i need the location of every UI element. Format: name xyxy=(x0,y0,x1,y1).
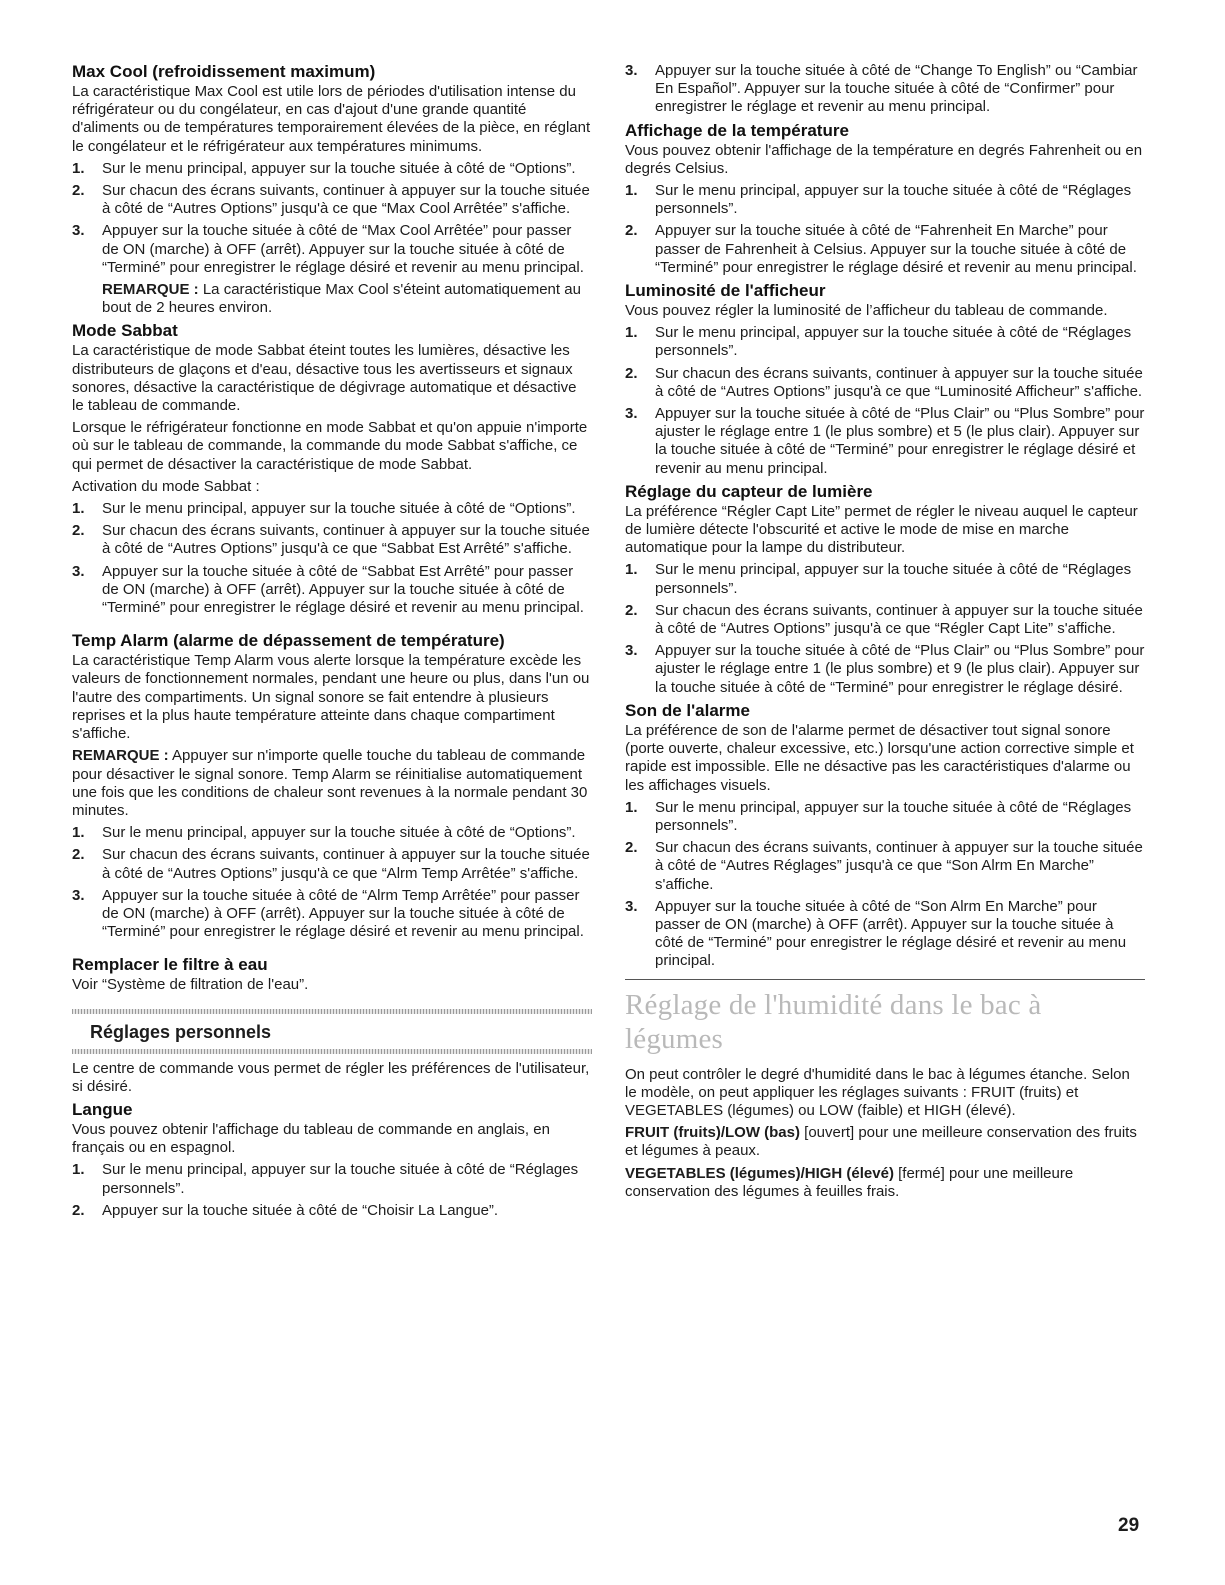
list-item: 1. Sur le menu principal, appuyer sur la touche située à côté de “Réglages personnels”. xyxy=(625,324,1132,360)
list-item: 1. Sur le menu principal, appuyer sur la touche située à côté de “Réglages personnels”. xyxy=(625,561,1132,597)
brightness-steps xyxy=(625,324,1145,478)
list-item: 2. Sur chacun des écrans suivants, continuer à appuyer sur la touche située à côté de “Autres Options” jusqu'à ce que “Alrm Temp Arrêtée” s'affiche. xyxy=(72,846,590,882)
personal-settings-heading: Réglages personnels xyxy=(90,1021,272,1042)
light-sensor-heading: Réglage du capteur de lumière xyxy=(625,481,873,501)
alarm-sound-intro: La préférence de son de l'alarme permet de désactiver tout signal sonore (porte ouverte, chaleur excessive, etc.) lorsqu'une action corrective simple et rapide est impossible. Elle ne désactive pas les caractéristiques d'alarme ou les affichages visuels. xyxy=(625,721,1134,794)
list-item: 1. Sur le menu principal, appuyer sur la touche située à côté de “Réglages personnels”. xyxy=(625,182,1132,218)
list-item: 3. Appuyer sur la touche située à côté de “Son Alrm En Marche” pour passer de ON (marche) à OFF (arrêt). Appuyer sur la touche située à côté de “Terminé” pour enregistrer le réglage désiré et revenir au menu principal. xyxy=(625,897,1127,970)
list-item: 2. Sur chacun des écrans suivants, continuer à appuyer sur la touche située à côté de “Autres Options” jusqu'à ce que “Sabbat Est Arrêté” s'affiche. xyxy=(72,522,590,558)
list-item: 3. Appuyer sur la touche située à côté de “Plus Clair” ou “Plus Sombre” pour ajuster le réglage entre 1 (le plus sombre) et 5 (le plus clair). Appuyer sur la touche située à côté de “Terminé” pour enregistrer le réglage désiré et revenir au menu principal. xyxy=(625,405,1145,477)
list-item: 1. Sur le menu principal, appuyer sur la touche située à côté de “Réglages personnels”. xyxy=(72,1161,579,1197)
personal-intro: Le centre de commande vous permet de régler les préférences de l'utilisateur, si désiré. xyxy=(72,1059,590,1095)
section-divider xyxy=(625,979,1145,980)
max-cool-note: REMARQUE : La caractéristique Max Cool s'éteint automatiquement au bout de 2 heures environ. xyxy=(102,281,581,317)
list-item: 2. Sur chacun des écrans suivants, continuer à appuyer sur la touche située à côté de “Autres Options” jusqu'à ce que “Luminosité Afficheur” s'affiche. xyxy=(625,364,1143,400)
right-column xyxy=(625,62,1145,1205)
list-item: 3. Appuyer sur la touche située à côté de “Alrm Temp Arrêtée” pour passer de ON (marche) à OFF (arrêt). Appuyer sur la touche située à côté de “Terminé” pour enregistrer le réglage désiré et revenir au menu principal. xyxy=(72,886,584,941)
list-item: 3. Appuyer sur la touche située à côté de “Plus Clair” ou “Plus Sombre” pour ajuster le réglage entre 1 (le plus sombre) et 9 (le plus clair). Appuyer sur la touche située à côté de “Terminé” pour enregistrer le réglage désiré. xyxy=(625,642,1145,696)
sabbath-activation: Activation du mode Sabbat : xyxy=(72,477,260,495)
list-item: 3. Appuyer sur la touche située à côté de “Max Cool Arrêtée” pour passer de ON (marche) à OFF (arrêt). Appuyer sur la touche située à côté de “Terminé” pour enregistrer le réglage désiré et revenir au menu principal. xyxy=(72,222,584,276)
temp-display-steps xyxy=(625,182,1145,277)
list-item: 3. Appuyer sur la touche située à côté de “Sabbat Est Arrêté” pour passer de ON (marche) à OFF (arrêt). Appuyer sur la touche située à côté de “Terminé” pour enregistrer le réglage désiré et revenir au menu principal. xyxy=(72,562,584,617)
language-steps-continued xyxy=(625,62,1145,117)
left-column xyxy=(72,62,592,1224)
list-item: 1. Sur le menu principal, appuyer sur la touche située à côté de “Options”. xyxy=(72,824,576,842)
list-item: 2. Appuyer sur la touche située à côté de “Fahrenheit En Marche” pour passer de Fahrenheit à Celsius. Appuyer sur la touche située à côté de “Terminé” pour enregistrer le réglage désiré et revenir au menu principal. xyxy=(625,222,1137,276)
language-heading: Langue xyxy=(72,1099,133,1119)
language-intro: Vous pouvez obtenir l'affichage du tableau de commande en anglais, en français ou en espagnol. xyxy=(72,1120,550,1157)
humidity-vegetables: VEGETABLES (légumes)/HIGH (élevé) [fermé] pour une meilleure conservation des légumes à feuilles frais. xyxy=(625,1164,1074,1200)
list-item: 3. Appuyer sur la touche située à côté de “Change To English” ou “Cambiar En Español”. Appuyer sur la touche située à côté de “Confirmer” pour enregistrer le réglage et revenir au menu principal. xyxy=(625,62,1138,116)
alarm-sound-steps xyxy=(625,799,1145,971)
list-item: 1. Sur le menu principal, appuyer sur la touche située à côté de “Options”. xyxy=(72,500,576,518)
brightness-heading: Luminosité de l'afficheur xyxy=(625,281,826,301)
humidity-intro: On peut contrôler le degré d'humidité dans le bac à légumes étanche. Selon le modèle, on peut appliquer les réglages suivants : FRUIT (fruits) et VEGETABLES (légumes) ou LOW (faible) et HIGH (élevé). xyxy=(625,1065,1130,1119)
list-item: 2. Appuyer sur la touche située à côté de “Choisir La Langue”. xyxy=(72,1201,499,1219)
sabbath-intro: La caractéristique de mode Sabbat éteint toutes les lumières, désactive les distributeurs de glaçons et d'eau, désactive tous les avertisseurs et signaux sonores, désactive la caractéristique de dégivrage automatique et désactive le tableau de commande. xyxy=(72,342,577,415)
list-item: 1. Sur le menu principal, appuyer sur la touche située à côté de “Réglages personnels”. xyxy=(625,798,1132,834)
page-number: 29 xyxy=(1118,1515,1140,1536)
list-item: 2. Sur chacun des écrans suivants, continuer à appuyer sur la touche située à côté de “Autres Réglages” jusqu'à ce que “Son Alrm En Marche” s'affiche. xyxy=(625,839,1143,893)
sabbath-heading: Mode Sabbat xyxy=(72,321,178,341)
filter-text: Voir “Système de filtration de l'eau”. xyxy=(72,976,309,994)
brightness-intro: Vous pouvez régler la luminosité de l’afficheur du tableau de commande. xyxy=(625,302,1108,320)
light-sensor-intro: La préférence “Régler Capt Lite” permet de régler le niveau auquel le capteur de lumière détecte l'obscurité et active le mode de mise en marche automatique pour la lampe du distributeur. xyxy=(625,502,1138,557)
max-cool-intro: La caractéristique Max Cool est utile lors de périodes d'utilisation intense du réfrigérateur ou du congélateur, en cas d'ajout d'une grande quantité d'aliments ou de températures temporairement élevées de la pièce, en réglant le congélateur et le réfrigérateur aux températures minimums. xyxy=(72,83,591,155)
list-item: 2. Sur chacun des écrans suivants, continuer à appuyer sur la touche située à côté de “Autres Options” jusqu'à ce que “Régler Capt Lite” s'affiche. xyxy=(625,601,1143,638)
list-item: 2. Sur chacun des écrans suivants, continuer à appuyer sur la touche située à côté de “Autres Options” jusqu'à ce que “Max Cool Arrêtée” s'affiche. xyxy=(72,182,590,218)
temp-display-intro: Vous pouvez obtenir l'affichage de la température en degrés Fahrenheit ou en degrés Celsius. xyxy=(625,141,1143,177)
list-item: 1. Sur le menu principal, appuyer sur la touche située à côté de “Options”. xyxy=(72,159,576,177)
alarm-sound-heading: Son de l'alarme xyxy=(625,700,750,720)
light-sensor-steps xyxy=(625,561,1145,696)
humidity-fruit: FRUIT (fruits)/LOW (bas) [ouvert] pour une meilleure conservation des fruits et légumes à peaux. xyxy=(625,1124,1137,1160)
language-steps xyxy=(72,1161,592,1220)
humidity-section-title: Réglage de l'humidité dans le bac à légumes xyxy=(625,988,1042,1055)
sabbath-para: Lorsque le réfrigérateur fonctionne en mode Sabbat et qu'on appuie n'importe où sur le tableau de commande, la commande du mode Sabbat s'affiche, ce qui permet de désactiver la caractéristique de mode Sabbat. xyxy=(72,419,588,473)
max-cool-steps xyxy=(72,160,592,277)
max-cool-heading: Max Cool (refroidissement maximum) xyxy=(72,62,376,81)
temp-alarm-heading: Temp Alarm (alarme de dépassement de température) xyxy=(72,631,505,651)
temp-alarm-intro: La caractéristique Temp Alarm vous alerte lorsque la température excède les valeurs de fonctionnement normales, pendant une heure ou plus, dans l'un ou l'autre des compartiments. Un signal sonore se fait entendre à plusieurs reprises et la plus haute température atteinte dans chaque compartiment s'affiche. xyxy=(72,652,590,743)
temp-alarm-steps xyxy=(72,824,592,941)
temp-alarm-note: REMARQUE : Appuyer sur n'importe quelle touche du tableau de commande pour désactiver le signal sonore. Temp Alarm se réinitialise automatiquement une fois que les conditions de chaleur sont revenues à la normale pendant 30 minutes. xyxy=(72,747,588,819)
sabbath-steps xyxy=(72,500,592,617)
filter-heading: Remplacer le filtre à eau xyxy=(72,955,268,975)
temp-display-heading: Affichage de la température xyxy=(625,120,849,140)
